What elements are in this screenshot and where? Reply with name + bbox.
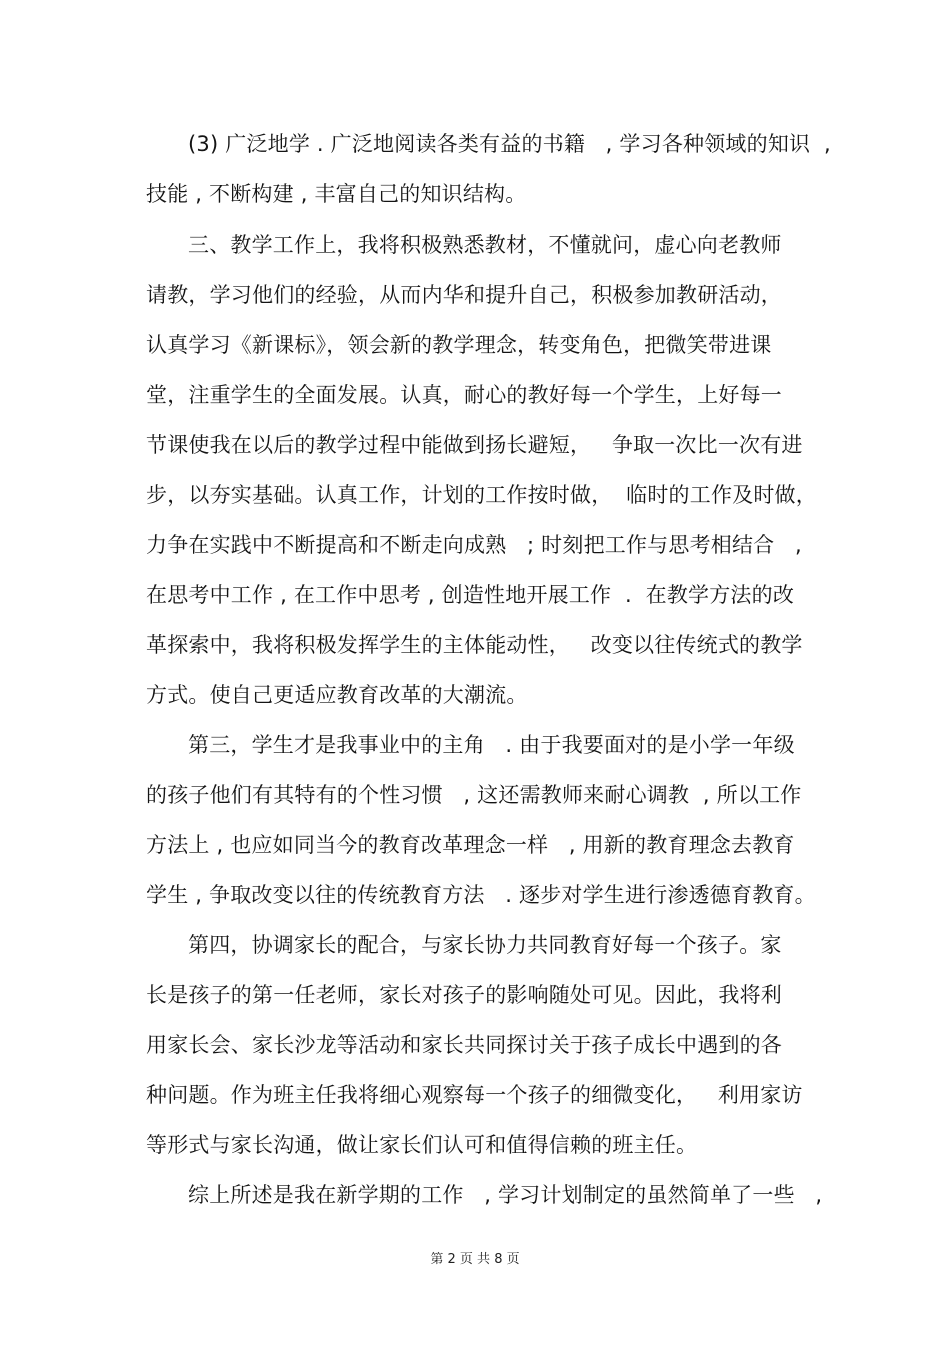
text-line: 步，以夯实基础。认真工作，计划的工作按时做， 临时的工作及时做， <box>146 483 817 507</box>
text-line: 第四，协调家长的配合，与家长协力共同教育好每一个孩子。家 <box>188 933 782 957</box>
text-line: 请教，学习他们的经验，从而内华和提升自己，积极参加教研活动， <box>146 283 782 307</box>
text-line: 的孩子他们有其特有的个性习惯 , 这还需教师来耐心调教 , 所以工作 <box>146 783 802 807</box>
text-line: 三、教学工作上，我将积极熟悉教材，不懂就问，虚心向老教师 <box>188 233 782 257</box>
text-line: 力争在实践中不断提高和不断走向成熟 ; 时刻把工作与思考相结合 , <box>146 533 802 557</box>
text-line: 方式。使自己更适应教育改革的大潮流。 <box>146 683 528 707</box>
text-line: 用家长会、家长沙龙等活动和家长共同探讨关于孩子成长中遇到的各 <box>146 1033 782 1057</box>
text-line: 在思考中工作 , 在工作中思考 , 创造性地开展工作 . 在教学方法的改 <box>146 583 795 607</box>
text-line: 革探索中，我将积极发挥学生的主体能动性， 改变以往传统式的教学 <box>146 633 803 657</box>
text-line: 长是孩子的第一任老师，家长对孩子的影响随处可见。因此，我将利 <box>146 983 782 1007</box>
text-line: 综上所述是我在新学期的工作 , 学习计划制定的虽然简单了一些 , <box>188 1183 823 1207</box>
text-line: 认真学习《新课标》，领会新的教学理念，转变角色，把微笑带进课 <box>146 333 772 357</box>
text-line: 方法上 , 也应如同当今的教育改革理念一样 , 用新的教育理念去教育 <box>146 833 795 857</box>
text-line: (3) 广泛地学 . 广泛地阅读各类有益的书籍 , 学习各种领域的知识 , <box>188 132 831 156</box>
page-number-footer: 第 2 页 共 8 页 <box>430 1252 520 1267</box>
text-line: 种问题。作为班主任我将细心观察每一个孩子的细微变化， 利用家访 <box>146 1083 803 1107</box>
text-line: 学生 , 争取改变以往的传统教育方法 . 逐步对学生进行渗透德育教育。 <box>146 883 816 907</box>
text-line: 节课使我在以后的教学过程中能做到扬长避短， 争取一次比一次有进 <box>146 433 803 457</box>
text-line: 堂，注重学生的全面发展。认真，耐心的教好每一个学生，上好每一 <box>146 383 782 407</box>
text-line: 技能 , 不断构建 , 丰富自己的知识结构。 <box>146 182 527 206</box>
text-line: 等形式与家长沟通，做让家长们认可和值得信赖的班主任。 <box>146 1133 698 1157</box>
text-line: 第三，学生才是我事业中的主角 . 由于我要面对的是小学一年级 <box>188 733 795 757</box>
